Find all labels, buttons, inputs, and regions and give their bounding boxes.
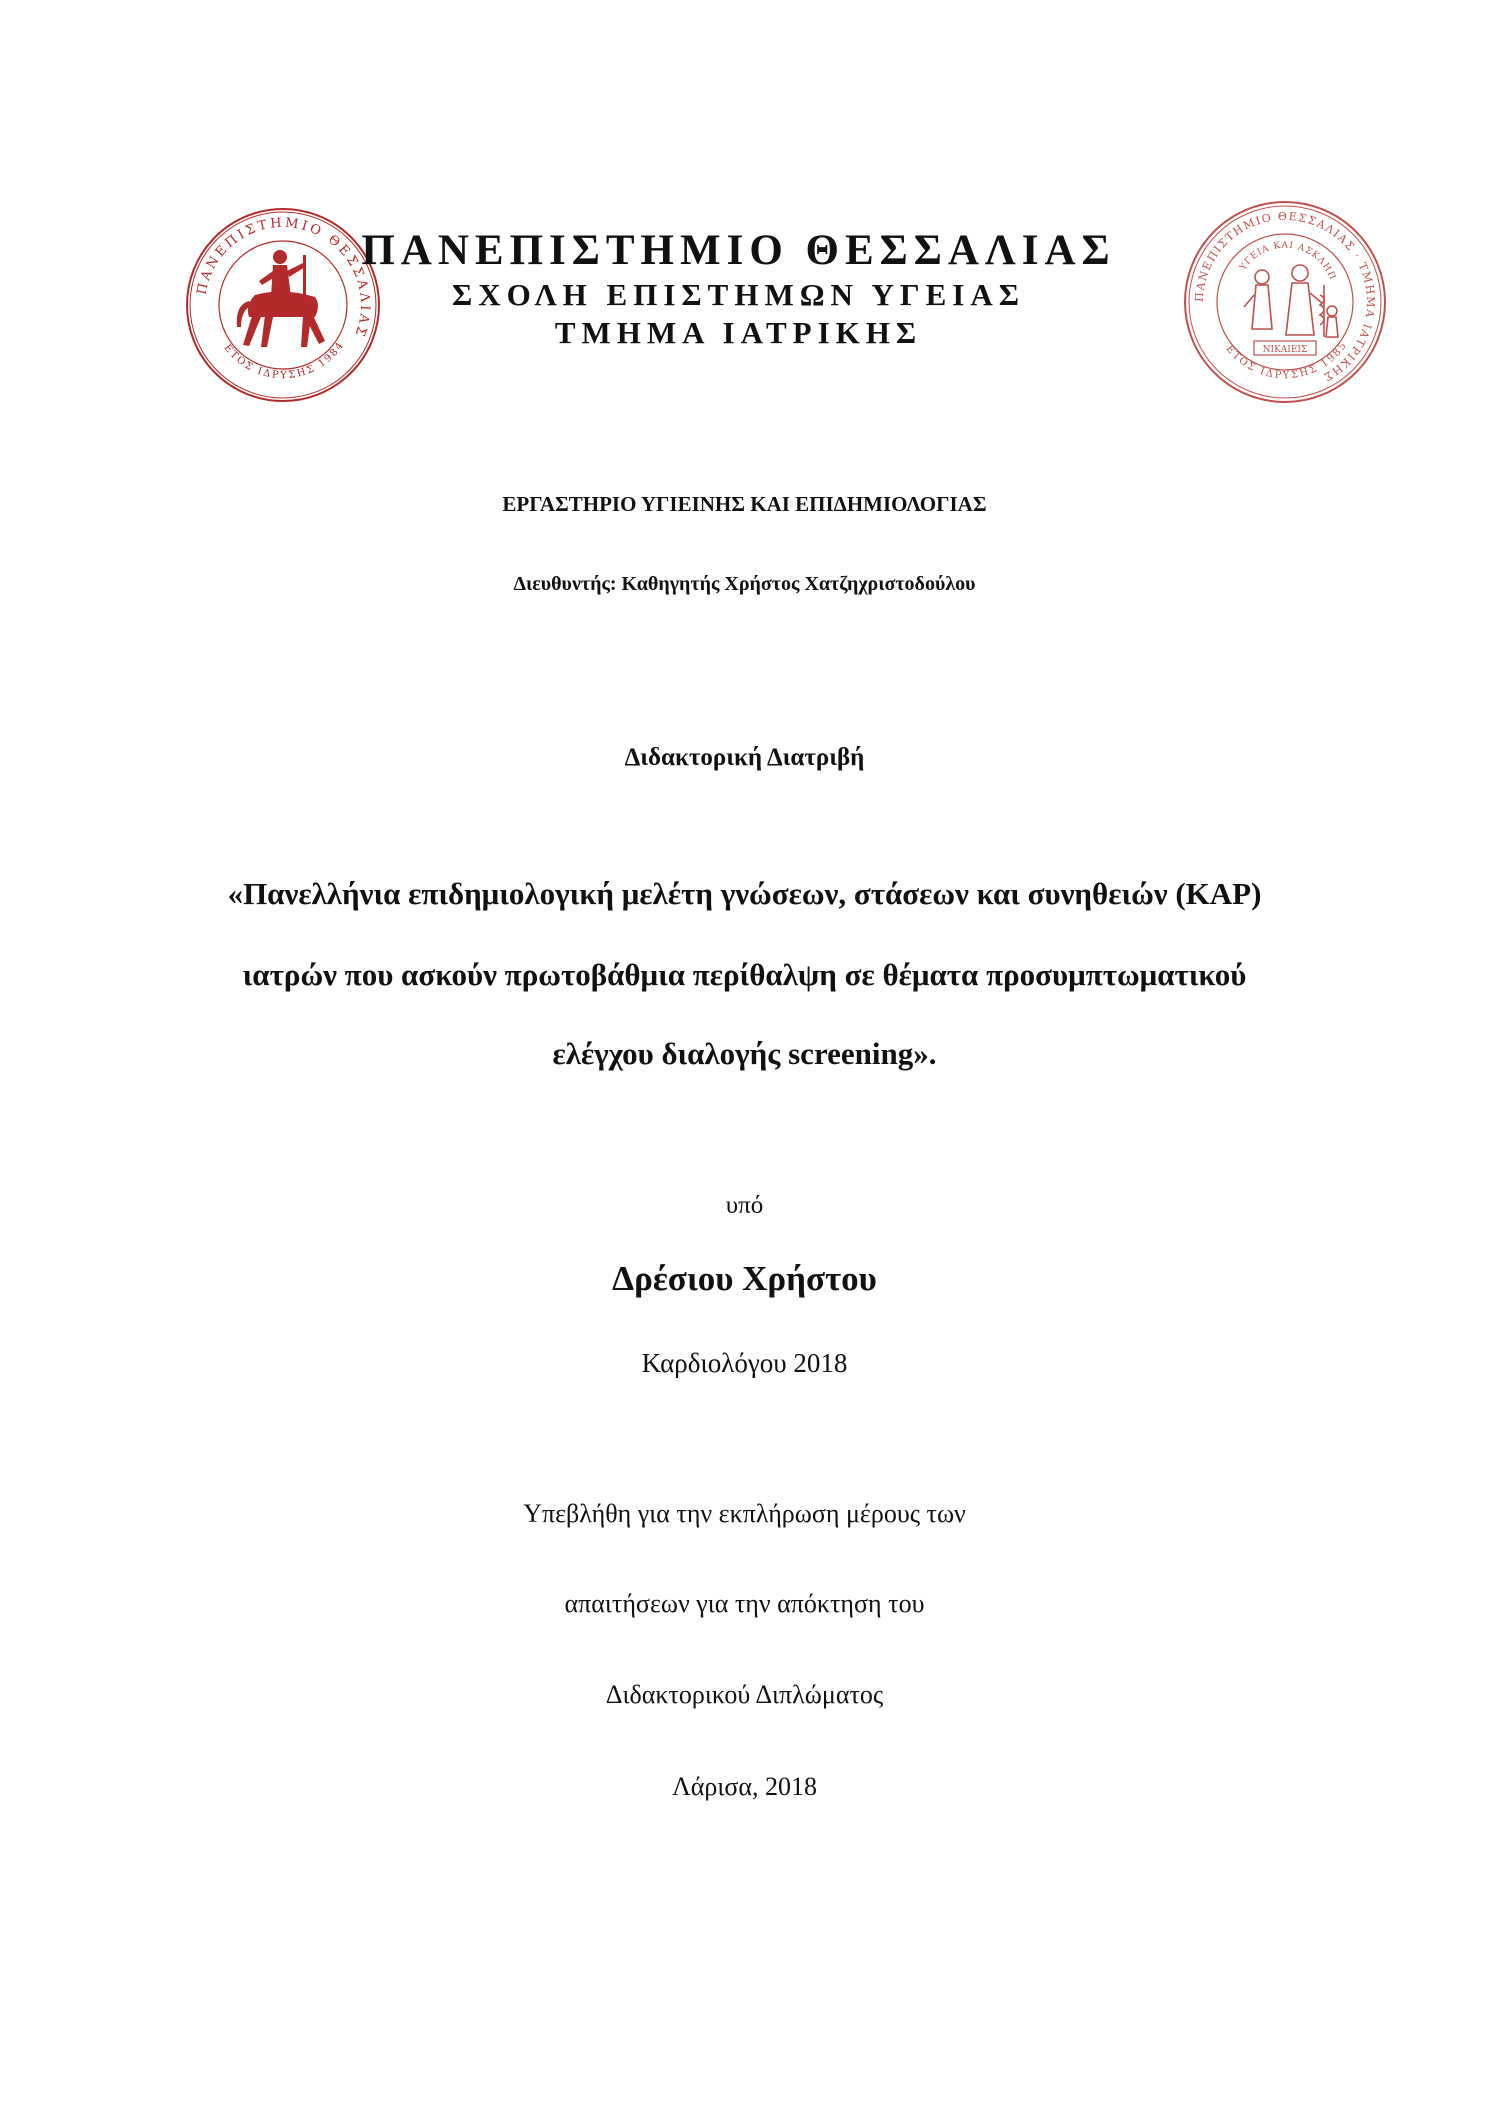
author-name: Δρέσιου Χρήστου (612, 1259, 877, 1298)
thesis-title-line-1: «Πανελλήνια επιδημιολογική μελέτη γνώσεων, στάσεων και συνηθειών (KAP) (227, 876, 1262, 911)
seal-right-ring-text: ΠΑΝΕΠΙΣΤΗΜΙΟ ΘΕΣΣΑΛΙΑΣ · ΤΜΗΜΑ ΙΑΤΡΙΚΗΣ (1192, 209, 1378, 385)
author-specialty-year: Καρδιολόγου 2018 (641, 1348, 848, 1378)
thesis-title-line-3: ελέγχου διαλογής screening». (552, 1036, 937, 1071)
submission-line-1: Υπεβλήθη για την εκπλήρωση μέρους των (523, 1499, 966, 1528)
place-date: Λάρισα, 2018 (671, 1772, 818, 1801)
seal-right-bottom-text: ΕΤΟΣ ΙΔΡΥΣΗΣ 1985 (1223, 339, 1350, 382)
laboratory-name: ΕΡΓΑΣΤΗΡΙΟ ΥΓΙΕΙΝΗΣ ΚΑΙ ΕΠΙΔΗΜΙΟΛΟΓΙΑΣ (502, 492, 987, 516)
thesis-title-line-2: ιατρών που ασκούν πρωτοβάθμια περίθαλψη σε θέματα προσυμπτωματικού (242, 957, 1247, 992)
submission-line-2: απαιτήσεων για την απόκτηση του (564, 1589, 925, 1618)
school-name: ΣΧΟΛΗ ΕΠΙΣΤΗΜΩΝ ΥΓΕΙΑΣ (451, 277, 1026, 312)
seal-right-banner-text: ΝΙΚΑΙΕΙΣ (1262, 345, 1308, 355)
university-name: ΠΑΝΕΠΙΣΤΗΜΙΟ ΘΕΣΣΑΛΙΑΣ (361, 227, 1116, 274)
seal-left-bottom-text: ΕΤΟΣ ΙΔΡΥΣΗΣ 1984 (221, 339, 347, 382)
thesis-type: Διδακτορική Διατριβή (624, 744, 865, 771)
director-line: Διευθυντής: Καθηγητής Χρήστος Χατζηχριστοδούλου (513, 573, 976, 595)
department-name: ΤΜΗΜΑ ΙΑΤΡΙΚΗΣ (554, 315, 923, 350)
seal-right-inner-text: ΥΓΕΙΑ ΚΑΙ ΑΣΚΛΗΠ (1238, 240, 1338, 283)
by-label: υπό (725, 1192, 764, 1219)
submission-line-3: Διδακτορικού Διπλώματος (605, 1680, 884, 1709)
page-header (0, 226, 1489, 352)
seal-left-ring-text: ΠΑΝΕΠΙΣΤΗΜΙΟ ΘΕΣΣΑΛΙΑΣ (194, 215, 373, 341)
